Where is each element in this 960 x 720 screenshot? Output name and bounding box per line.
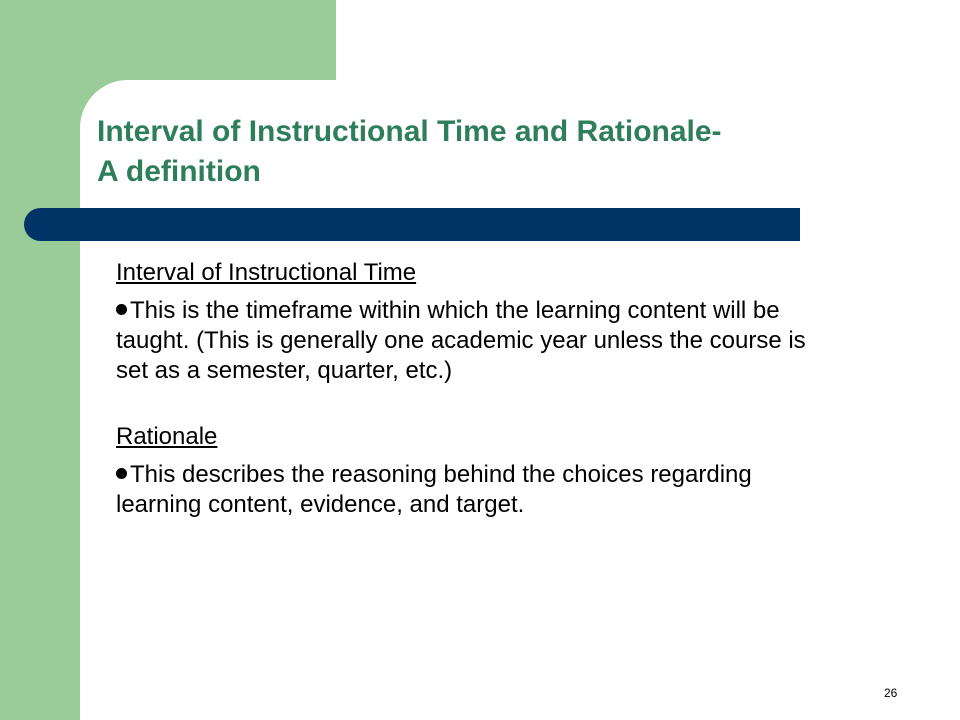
slide-title	[97, 112, 897, 192]
slide-body	[116, 258, 836, 520]
bullet-icon	[116, 304, 127, 315]
decorative-green-sidebar	[0, 0, 80, 720]
bullet-icon	[116, 468, 127, 479]
slide-title-line-1: Interval of Instructional Time and Rationale-	[97, 115, 722, 148]
section-heading-rationale: Rationale	[116, 423, 218, 450]
bullet-item-rationale	[116, 460, 836, 520]
slide-title-line-2: A definition	[97, 155, 261, 188]
title-underline-bar	[24, 208, 800, 241]
bullet-item-interval	[116, 296, 836, 386]
section-heading-interval: Interval of Instructional Time	[116, 259, 417, 286]
bullet-text-interval: This is the timeframe within which the learning content will be taught. (This is generally one academic year unless the course is set as a semester, quarter, etc.)	[116, 297, 806, 384]
decorative-green-header	[0, 0, 336, 80]
bullet-text-rationale: This describes the reasoning behind the choices regarding learning content, evidence, and target.	[116, 461, 752, 518]
page-number: 26	[884, 686, 898, 700]
